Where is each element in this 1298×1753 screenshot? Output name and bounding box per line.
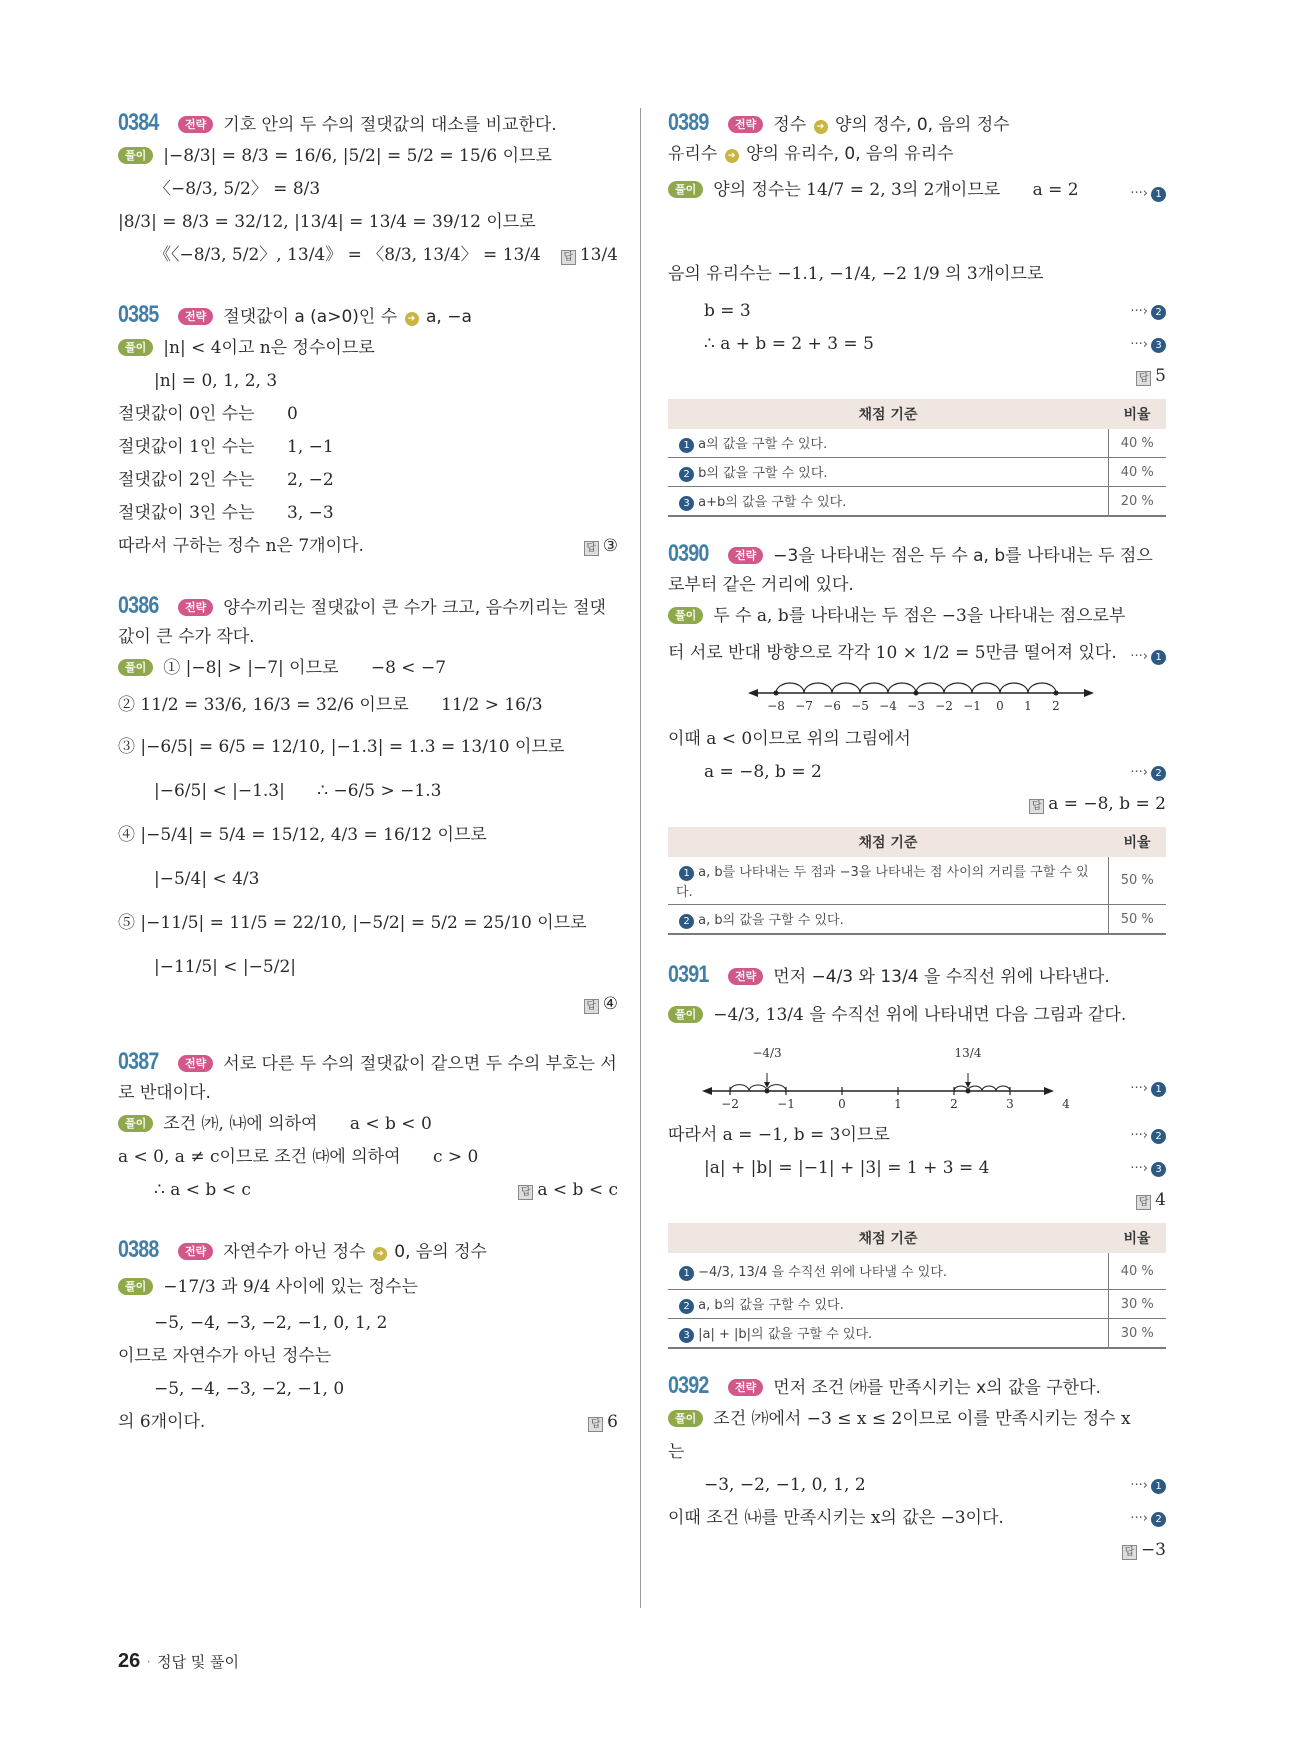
strategy-text: 유리수 xyxy=(668,144,718,164)
strategy-text: 양의 정수, 0, 음의 정수 xyxy=(834,115,1010,135)
strategy-text: 서로 다른 두 수의 절댓값이 같으면 두 수의 부호는 서로 반대이다. xyxy=(118,1054,617,1103)
strategy-text: −3을 나타내는 점은 두 수 a, b를 나타내는 두 점으로부터 같은 거리에 있다. xyxy=(668,546,1153,595)
arrow-right-icon: ➔ xyxy=(405,312,419,326)
grading-rate: 30 % xyxy=(1108,1290,1166,1319)
solution-line: ③ |−6/5| = 6/5 = 12/10, |−1.3| = 1.3 = 13/10 이므로 xyxy=(118,737,565,757)
strategy-text: a, −a xyxy=(425,307,472,327)
solution-line: 이때 a < 0이므로 위의 그림에서 xyxy=(668,729,911,749)
grading-row xyxy=(668,1290,1166,1319)
step-number: 3 xyxy=(679,496,694,511)
step-marker: ···› 2 xyxy=(1130,295,1166,328)
strategy-text: 자연수가 아닌 정수 xyxy=(223,1242,366,1262)
strategy-text: 양수끼리는 절댓값이 큰 수가 크고, 음수끼리는 절댓값이 큰 수가 작다. xyxy=(118,598,606,647)
svg-text:13/4: 13/4 xyxy=(954,1046,982,1060)
answer-value: 4 xyxy=(1155,1190,1166,1210)
svg-text:0: 0 xyxy=(838,1097,846,1111)
solution-line: |a| + |b| = |−1| + |3| = 1 + 3 = 4 xyxy=(704,1158,990,1178)
step-marker: ···› 1 xyxy=(1130,637,1166,677)
grading-criterion: |a| + |b|의 값을 구할 수 있다. xyxy=(698,1327,873,1342)
svg-text:−7: −7 xyxy=(795,699,813,713)
grading-rate: 40 % xyxy=(1108,1253,1166,1290)
arrow-right-icon: ➔ xyxy=(373,1247,387,1261)
problem-0384 xyxy=(118,108,618,272)
problem-0386 xyxy=(118,591,618,1019)
step-number: 2 xyxy=(679,1299,694,1314)
grading-table xyxy=(668,827,1166,935)
grading-rate: 30 % xyxy=(1108,1319,1166,1349)
answer-icon: 답 xyxy=(561,250,576,265)
answer-icon: 답 xyxy=(1029,799,1044,814)
solution-line: 조건 ㈎에서 −3 ≤ x ≤ 2이므로 이를 만족시키는 정수 x xyxy=(713,1409,1131,1429)
strategy-badge: 전략 xyxy=(178,116,213,133)
solution-line: 조건 ㈎, ㈏에 의하여 a < b < 0 xyxy=(163,1114,432,1134)
solution-line: 두 수 a, b를 나타내는 두 점은 −3을 나타내는 점으로부 xyxy=(713,606,1126,626)
grading-row xyxy=(668,905,1166,935)
solution-line: −4/3, 13/4 을 수직선 위에 나타내면 다음 그림과 같다. xyxy=(713,1005,1127,1025)
problem-0388 xyxy=(118,1235,618,1439)
answer xyxy=(668,789,1166,819)
answer-icon: 답 xyxy=(584,999,599,1014)
solution-line: a < 0, a ≠ c이므로 조건 ㈐에 의하여 c > 0 xyxy=(118,1147,479,1167)
step-number: 2 xyxy=(1151,1129,1166,1144)
rate-header: 비율 xyxy=(1108,399,1166,429)
answer-icon: 답 xyxy=(518,1185,533,1200)
svg-text:2: 2 xyxy=(950,1097,958,1111)
page-footer xyxy=(118,1650,239,1673)
svg-text:2: 2 xyxy=(1052,699,1060,713)
strategy-badge: 전략 xyxy=(728,1379,763,1396)
right-column xyxy=(668,108,1166,1593)
solution-line: b = 3 xyxy=(704,301,751,321)
answer-value: 13/4 xyxy=(579,245,618,265)
svg-text:−1: −1 xyxy=(777,1097,795,1111)
number-line-figure xyxy=(668,1041,1166,1115)
solution-line: ∴ a < b < c xyxy=(154,1180,251,1200)
grading-row xyxy=(668,429,1166,458)
answer xyxy=(588,1406,618,1439)
solution-line: 터 서로 반대 방향으로 각각 10 × 1/2 = 5만큼 떨어져 있다. xyxy=(668,643,1117,663)
problem-number: 0389 xyxy=(668,109,709,136)
solution-line: 따라서 구하는 정수 n은 7개이다. xyxy=(118,536,364,556)
problem-number: 0385 xyxy=(118,301,159,328)
strategy-badge: 전략 xyxy=(728,968,763,985)
problem-0385 xyxy=(118,300,618,563)
problem-number: 0387 xyxy=(118,1048,159,1075)
svg-text:−4: −4 xyxy=(879,699,897,713)
step-number: 1 xyxy=(679,1266,694,1281)
strategy-badge: 전략 xyxy=(178,1055,213,1072)
grading-row xyxy=(668,458,1166,487)
strategy-text: 정수 xyxy=(773,115,807,135)
solution-line: |−11/5| < |−5/2| xyxy=(154,957,296,977)
step-marker: ···› 2 xyxy=(1130,1502,1166,1535)
grading-table xyxy=(668,399,1166,517)
svg-text:−1: −1 xyxy=(963,699,981,713)
solution-line: −3, −2, −1, 0, 1, 2 xyxy=(704,1475,866,1495)
grading-rate: 50 % xyxy=(1108,857,1166,905)
footer-separator: · xyxy=(146,1653,152,1671)
answer-value: 5 xyxy=(1155,366,1166,386)
step-number: 1 xyxy=(1151,1479,1166,1494)
solution-badge: 풀이 xyxy=(668,607,703,624)
svg-text:4: 4 xyxy=(1062,1097,1070,1111)
step-marker: ···› 2 xyxy=(1130,1119,1166,1152)
strategy-badge: 전략 xyxy=(728,116,763,133)
solution-badge: 풀이 xyxy=(668,1006,703,1023)
solution-line: 절댓값이 1인 수는 1, −1 xyxy=(118,437,334,457)
strategy-badge: 전략 xyxy=(178,308,213,325)
problem-number: 0388 xyxy=(118,1236,159,1263)
solution-line: 이므로 자연수가 아닌 정수는 xyxy=(118,1346,332,1366)
strategy-badge: 전략 xyxy=(178,1243,213,1260)
svg-text:−6: −6 xyxy=(823,699,841,713)
grading-row xyxy=(668,857,1166,905)
grading-rate: 50 % xyxy=(1108,905,1166,935)
answer xyxy=(118,989,618,1019)
grading-table xyxy=(668,1223,1166,1349)
step-number: 3 xyxy=(1151,1162,1166,1177)
answer-icon: 답 xyxy=(1136,1195,1151,1210)
step-number: 2 xyxy=(679,467,694,482)
solution-badge: 풀이 xyxy=(668,1410,703,1427)
rate-header: 비율 xyxy=(1108,1223,1166,1253)
strategy-badge: 전략 xyxy=(178,599,213,616)
solution-badge: 풀이 xyxy=(118,659,153,676)
answer xyxy=(668,1185,1166,1215)
solution-line: |−6/5| < |−1.3| ∴ −6/5 > −1.3 xyxy=(154,781,442,801)
answer-value: ④ xyxy=(602,994,618,1014)
solution-line: 는 xyxy=(668,1442,685,1462)
answer xyxy=(584,530,618,563)
solution-line: ① |−8| > |−7| 이므로 −8 < −7 xyxy=(163,658,447,678)
grading-row xyxy=(668,1253,1166,1290)
svg-text:−4/3: −4/3 xyxy=(752,1046,782,1060)
solution-line: 절댓값이 0인 수는 0 xyxy=(118,404,298,424)
solution-line: a = −8, b = 2 xyxy=(704,762,822,782)
grading-header: 채점 기준 xyxy=(668,399,1108,429)
solution-line: |n| = 0, 1, 2, 3 xyxy=(154,371,278,391)
step-number: 3 xyxy=(1151,338,1166,353)
step-number: 2 xyxy=(1151,305,1166,320)
grading-header: 채점 기준 xyxy=(668,827,1108,857)
answer-value: 6 xyxy=(607,1412,618,1432)
problem-number: 0392 xyxy=(668,1372,709,1399)
answer-icon: 답 xyxy=(584,541,599,556)
step-number: 2 xyxy=(1151,766,1166,781)
grading-criterion: a, b를 나타내는 두 점과 −3을 나타내는 점 사이의 거리를 구할 수 있다. xyxy=(676,865,1089,900)
solution-line: 절댓값이 3인 수는 3, −3 xyxy=(118,503,334,523)
problem-number: 0390 xyxy=(668,540,709,567)
solution-line: ② 11/2 = 33/6, 16/3 = 32/6 이므로 11/2 > 16/3 xyxy=(118,695,543,715)
grading-rate: 40 % xyxy=(1108,458,1166,487)
step-marker: ···› 3 xyxy=(1130,1152,1166,1185)
solution-line: |−8/3| = 8/3 = 16/6, |5/2| = 5/2 = 15/6 이므로 xyxy=(163,146,552,166)
strategy-text: 양의 유리수, 0, 음의 유리수 xyxy=(746,144,954,164)
svg-text:−3: −3 xyxy=(907,699,925,713)
answer xyxy=(518,1174,618,1207)
problem-0390 xyxy=(668,539,1166,935)
arrow-right-icon: ➔ xyxy=(725,149,739,163)
problem-0387 xyxy=(118,1047,618,1207)
svg-text:−8: −8 xyxy=(767,699,785,713)
strategy-text: 절댓값이 a (a>0)인 수 xyxy=(223,307,398,327)
column-divider xyxy=(640,108,641,1608)
grading-criterion: a, b의 값을 구할 수 있다. xyxy=(698,1298,844,1313)
svg-text:1: 1 xyxy=(894,1097,902,1111)
answer-value: a < b < c xyxy=(537,1180,618,1200)
svg-text:1: 1 xyxy=(1024,699,1032,713)
step-marker: ···› 3 xyxy=(1130,328,1166,361)
strategy-text: 0, 음의 정수 xyxy=(394,1242,487,1262)
problem-number: 0391 xyxy=(668,961,709,988)
answer-value: −3 xyxy=(1140,1540,1166,1560)
strategy-badge: 전략 xyxy=(728,547,763,564)
section-title: 정답 및 풀이 xyxy=(157,1653,240,1671)
step-number: 1 xyxy=(1151,650,1166,665)
solution-line: −5, −4, −3, −2, −1, 0, 1, 2 xyxy=(154,1313,388,1333)
answer-value: ③ xyxy=(602,536,618,556)
solution-line: 《〈−8/3, 5/2〉, 13/4》 = 〈8/3, 13/4〉 = 13/4 xyxy=(154,245,541,265)
svg-text:3: 3 xyxy=(1006,1097,1014,1111)
solution-line: 의 6개이다. xyxy=(118,1412,206,1432)
solution-badge: 풀이 xyxy=(668,181,703,198)
step-marker: ···› 1 xyxy=(1130,173,1166,215)
left-column xyxy=(118,108,618,1467)
answer-icon: 답 xyxy=(1136,371,1151,386)
grading-header: 채점 기준 xyxy=(668,1223,1108,1253)
solution-line: |−5/4| < 4/3 xyxy=(154,869,260,889)
step-number: 2 xyxy=(1151,1512,1166,1527)
step-number: 3 xyxy=(679,1328,694,1343)
solution-line: 〈−8/3, 5/2〉 = 8/3 xyxy=(154,179,321,199)
page-number: 26 xyxy=(118,1650,141,1672)
step-number: 1 xyxy=(679,438,694,453)
solution-line: 음의 유리수는 −1.1, −1/4, −2 1/9 의 3개이므로 xyxy=(668,264,1044,284)
strategy-text: 먼저 조건 ㈎를 만족시키는 x의 값을 구한다. xyxy=(773,1378,1101,1398)
grading-criterion: −4/3, 13/4 을 수직선 위에 나타낼 수 있다. xyxy=(698,1265,948,1280)
number-line-figure xyxy=(668,679,1166,719)
grading-rate: 40 % xyxy=(1108,429,1166,458)
svg-text:−5: −5 xyxy=(851,699,869,713)
grading-criterion: b의 값을 구할 수 있다. xyxy=(698,466,828,481)
step-marker: ···› 2 xyxy=(1130,756,1166,789)
solution-line: 이때 조건 ㈏를 만족시키는 x의 값은 −3이다. xyxy=(668,1508,1004,1528)
solution-line: ④ |−5/4| = 5/4 = 15/12, 4/3 = 16/12 이므로 xyxy=(118,825,487,845)
grading-criterion: a의 값을 구할 수 있다. xyxy=(698,437,828,452)
solution-badge: 풀이 xyxy=(118,1115,153,1132)
rate-header: 비율 xyxy=(1108,827,1166,857)
answer-value: a = −8, b = 2 xyxy=(1048,794,1166,814)
solution-badge: 풀이 xyxy=(118,339,153,356)
svg-text:−2: −2 xyxy=(935,699,953,713)
solution-line: ∴ a + b = 2 + 3 = 5 xyxy=(704,334,874,354)
answer xyxy=(561,239,618,272)
problem-0392 xyxy=(668,1371,1166,1565)
grading-criterion: a, b의 값을 구할 수 있다. xyxy=(698,913,844,928)
answer-icon: 답 xyxy=(1122,1545,1137,1560)
solution-line: 양의 정수는 14/7 = 2, 3의 2개이므로 a = 2 xyxy=(713,180,1079,200)
solution-line: ⑤ |−11/5| = 11/5 = 22/10, |−5/2| = 5/2 = 25/10 이므로 xyxy=(118,913,587,933)
solution-line: −5, −4, −3, −2, −1, 0 xyxy=(154,1379,345,1399)
answer xyxy=(668,1535,1166,1565)
grading-row xyxy=(668,1319,1166,1349)
solution-line: |n| < 4이고 n은 정수이므로 xyxy=(163,338,375,358)
problem-0389 xyxy=(668,108,1166,517)
solution-line: 따라서 a = −1, b = 3이므로 xyxy=(668,1125,890,1145)
solution-badge: 풀이 xyxy=(118,1278,153,1295)
problem-number: 0384 xyxy=(118,109,159,136)
problem-0391 xyxy=(668,957,1166,1349)
solution-badge: 풀이 xyxy=(118,147,153,164)
answer xyxy=(668,361,1166,391)
step-number: 2 xyxy=(679,914,694,929)
step-number: 1 xyxy=(1151,1082,1166,1097)
svg-text:0: 0 xyxy=(996,699,1004,713)
grading-criterion: a+b의 값을 구할 수 있다. xyxy=(698,495,847,510)
step-number: 1 xyxy=(679,866,694,881)
answer-icon: 답 xyxy=(588,1417,603,1432)
strategy-text: 먼저 −4/3 와 13/4 을 수직선 위에 나타낸다. xyxy=(773,967,1110,987)
solution-line: −17/3 과 9/4 사이에 있는 정수는 xyxy=(163,1277,418,1297)
grading-row xyxy=(668,487,1166,517)
step-marker: ···› 1 xyxy=(1130,1469,1166,1502)
grading-rate: 20 % xyxy=(1108,487,1166,517)
arrow-right-icon: ➔ xyxy=(814,120,828,134)
svg-text:−2: −2 xyxy=(721,1097,739,1111)
step-number: 1 xyxy=(1151,187,1166,202)
solution-line: 절댓값이 2인 수는 2, −2 xyxy=(118,470,334,490)
step-marker: ···› 1 xyxy=(1130,1081,1166,1097)
problem-number: 0386 xyxy=(118,592,159,619)
strategy-text: 기호 안의 두 수의 절댓값의 대소를 비교한다. xyxy=(223,115,557,135)
solution-line: |8/3| = 8/3 = 32/12, |13/4| = 13/4 = 39/12 이므로 xyxy=(118,212,536,232)
